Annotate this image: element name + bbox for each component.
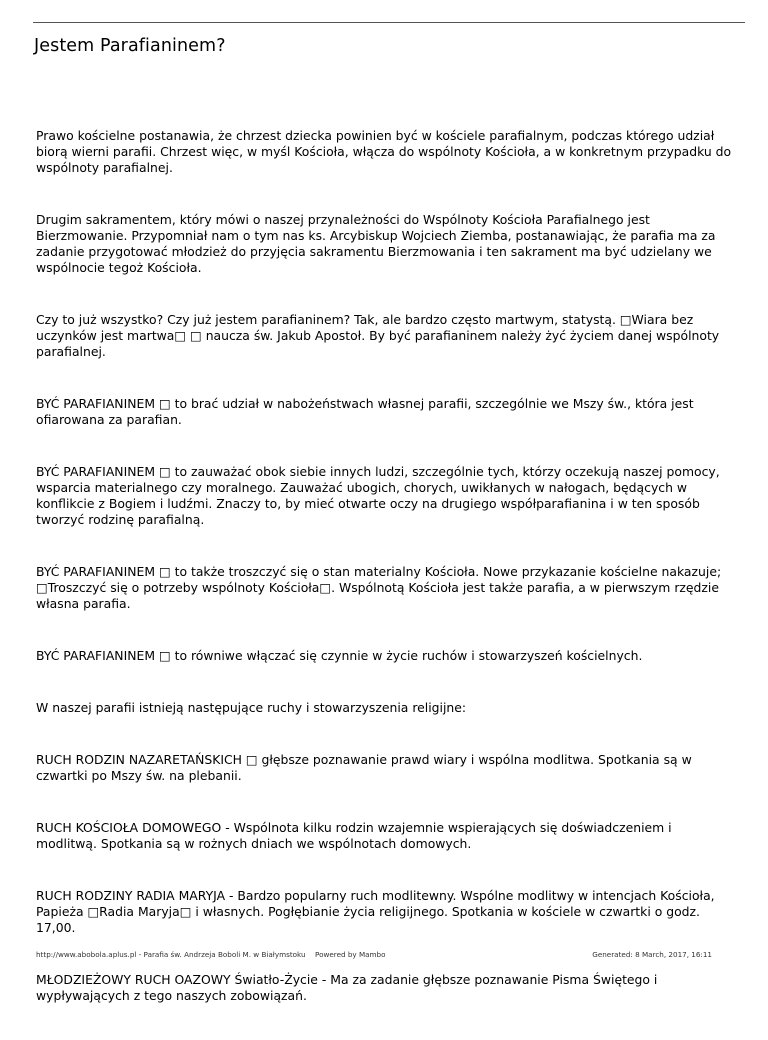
paragraph: Prawo kościelne postanawia, że chrzest dziecka powinien być w kościele parafialnym, podczas którego udział biorą wierni parafii. Chrzest więc, w myśl Kościoła, włącza do wspólnoty Kościoła, a w konkretnym przypadku do wspólnoty parafialnej. [36, 128, 732, 175]
paragraph: BYĆ PARAFIANINEM □ to także troszczyć się o stan materialny Kościoła. Nowe przykazanie kościelne nakazuje; □Troszczyć się o potrzeby wspólnoty Kościoła□. Wspólnotą Kościoła jest także parafia, a w pierwszym rzędzie własna parafia. [36, 564, 722, 611]
footer-source: http://www.abobola.aplus.pl - Parafia św. Andrzeja Boboli M. w Białymstoku [36, 950, 306, 959]
paragraph: BYĆ PARAFIANINEM □ to zauważać obok siebie innych ludzi, szczególnie tych, którzy oczekują naszej pomocy, wsparcia materialnego czy moralnego. Zauważać ubogich, chorych, uwikłanych w nałogach, będących w konflikcie z Bogiem i ludźmi. Znaczy to, by mieć otwarte oczy na drugiego współparafianina i w ten sposób tworzyć rodzinę parafialną. [36, 464, 720, 527]
paragraph: MŁODZIEŻOWY RUCH OAZOWY Światło-Życie - Ma za zadanie głębsze poznawanie Pisma Świętego i wypływających z tego naszych zobowiązań. [36, 972, 658, 1003]
paragraph: Drugim sakramentem, który mówi o naszej przynależności do Wspólnoty Kościoła Parafialnego jest Bierzmowanie. Przypomniał nam o tym nas ks. Arcybiskup Wojciech Ziemba, postanawiając, że parafia ma za zadanie przygotować młodzież do przyjęcia sakramentu Bierzmowania i ten sakrament ma być udzielany we wspólnocie tegoż Kościoła. [36, 212, 716, 275]
footer-generated: Generated: 8 March, 2017, 16:11 [592, 950, 712, 959]
article-body [36, 128, 736, 1040]
paragraph: Czy to już wszystko? Czy już jestem parafianinem? Tak, ale bardzo często martwym, statystą. □Wiara bez uczynków jest martwa□ □ naucza św. Jakub Apostoł. By być parafianinem należy żyć życiem danej wspólnoty parafialnej. [36, 312, 720, 359]
paragraph: RUCH RODZIN NAZARETAŃSKICH □ głębsze poznawanie prawd wiary i wspólna modlitwa. Spotkania są w czwartki po Mszy św. na plebanii. [36, 752, 692, 783]
footer-powered: Powered by Mambo [315, 950, 386, 959]
paragraph: W naszej parafii istnieją następujące ruchy i stowarzyszenia religijne: [36, 700, 467, 715]
header-rule [33, 22, 745, 23]
paragraph: RUCH RODZINY RADIA MARYJA - Bardzo popularny ruch modlitewny. Wspólne modlitwy w intencjach Kościoła, Papieża □Radia Maryja□ i własnych. Pogłębianie życia religijnego. Spotkania w kościele w czwartki o godz. 17,00. [36, 888, 715, 935]
page-title: Jestem Parafianinem? [34, 36, 226, 56]
paragraph: BYĆ PARAFIANINEM □ to brać udział w nabożeństwach własnej parafii, szczególnie we Mszy św., która jest ofiarowana za parafian. [36, 396, 694, 427]
paragraph: RUCH KOŚCIOŁA DOMOWEGO - Wspólnota kilku rodzin wzajemnie wspierających się doświadczeniem i modlitwą. Spotkania są w rożnych dniach we wspólnotach domowych. [36, 820, 672, 851]
paragraph: BYĆ PARAFIANINEM □ to równiwe włączać się czynnie w życie ruchów i stowarzyszeń kościelnych. [36, 648, 643, 663]
